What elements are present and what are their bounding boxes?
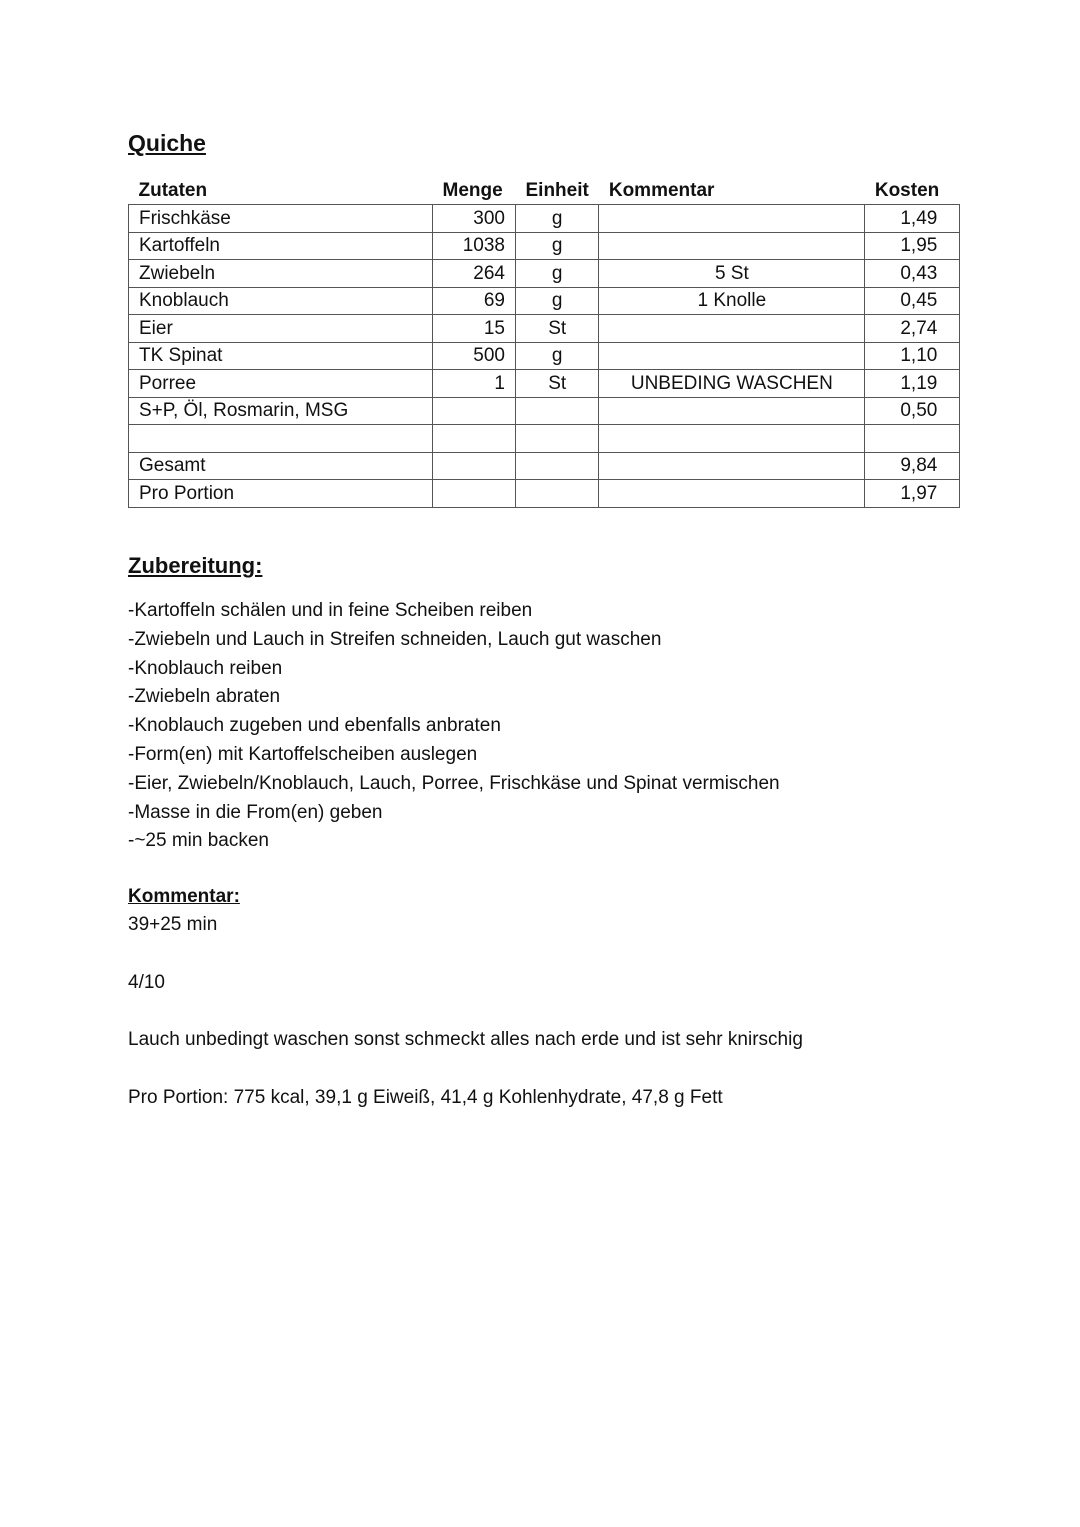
header-kommentar: Kommentar (608, 179, 715, 201)
cell-einheit (516, 452, 599, 480)
cell-name: Frischkäse (129, 205, 433, 233)
cell-kosten: 1,95 (865, 232, 960, 260)
cell-kosten: 1,19 (865, 370, 960, 398)
cell-menge: 69 (433, 287, 516, 315)
cell-einheit (516, 397, 599, 425)
step-item: -Knoblauch reiben (128, 657, 283, 679)
cell-kosten: 1,97 (865, 480, 960, 508)
step-item: -Knoblauch zugeben und ebenfalls anbraten (128, 715, 501, 737)
cell-menge (433, 480, 516, 508)
cell-name (129, 425, 433, 453)
cell-kommentar (599, 315, 865, 343)
cell-menge: 500 (433, 342, 516, 370)
cell-einheit (516, 425, 599, 453)
cell-kosten: 0,50 (865, 397, 960, 425)
cell-einheit (516, 480, 599, 508)
cell-kommentar (599, 452, 865, 480)
table-row (129, 315, 960, 343)
table-header-row (129, 177, 960, 205)
cell-name: Pro Portion (129, 480, 433, 508)
cell-kosten: 0,43 (865, 260, 960, 288)
cell-einheit: St (516, 315, 599, 343)
table-row (129, 342, 960, 370)
cell-menge: 264 (433, 260, 516, 288)
preparation-steps (128, 597, 780, 856)
table-row (129, 370, 960, 398)
kommentar-heading: Kommentar: (128, 886, 240, 907)
cell-name: S+P, Öl, Rosmarin, MSG (129, 397, 433, 425)
cell-kommentar: UNBEDING WASCHEN (599, 370, 865, 398)
cell-kommentar: 1 Knolle (599, 287, 865, 315)
header-menge: Menge (442, 179, 503, 201)
cell-menge: 15 (433, 315, 516, 343)
cell-kommentar (599, 205, 865, 233)
cell-kommentar (599, 232, 865, 260)
cell-kommentar (599, 397, 865, 425)
step-item: -Zwiebeln und Lauch in Streifen schneiden, Lauch gut waschen (128, 628, 662, 650)
table-row (129, 452, 960, 480)
header-zutaten: Zutaten (138, 179, 208, 201)
cell-kosten: 9,84 (865, 452, 960, 480)
step-item: -Masse in die From(en) geben (128, 801, 383, 823)
recipe-title: Quiche (128, 130, 206, 156)
cell-einheit: g (516, 232, 599, 260)
zubereitung-heading: Zubereitung: (128, 553, 263, 578)
step-item: -Kartoffeln schälen und in feine Scheiben reiben (128, 600, 533, 621)
table-row (129, 232, 960, 260)
cell-menge (433, 397, 516, 425)
cell-einheit: g (516, 342, 599, 370)
table-row (129, 425, 960, 453)
step-item: -Form(en) mit Kartoffelscheiben auslegen (128, 743, 478, 765)
cell-kommentar (599, 425, 865, 453)
table-row (129, 205, 960, 233)
table-row (129, 260, 960, 288)
cell-kommentar: 5 St (599, 260, 865, 288)
table-row (129, 397, 960, 425)
cell-kommentar (599, 480, 865, 508)
cell-name: Porree (129, 370, 433, 398)
cell-kosten: 1,10 (865, 342, 960, 370)
note: Lauch unbedingt waschen sonst schmeckt alles nach erde und ist sehr knirschig (128, 1029, 803, 1050)
cell-menge (433, 425, 516, 453)
table-row (129, 287, 960, 315)
cell-menge: 1 (433, 370, 516, 398)
step-item: -~25 min backen (128, 830, 269, 852)
cell-menge: 1038 (433, 232, 516, 260)
cell-kosten: 2,74 (865, 315, 960, 343)
cell-menge: 300 (433, 205, 516, 233)
cell-einheit: g (516, 205, 599, 233)
header-kosten: Kosten (874, 179, 940, 201)
cell-name: Zwiebeln (129, 260, 433, 288)
cell-name: Kartoffeln (129, 232, 433, 260)
cell-einheit: g (516, 260, 599, 288)
cell-name: TK Spinat (129, 342, 433, 370)
cell-kosten: 1,49 (865, 205, 960, 233)
rating: 4/10 (128, 972, 165, 993)
ingredients-table (128, 177, 960, 508)
step-item: -Zwiebeln abraten (128, 686, 281, 708)
step-item: -Eier, Zwiebeln/Knoblauch, Lauch, Porree, Frischkäse und Spinat vermischen (128, 772, 780, 794)
cell-kosten: 0,45 (865, 287, 960, 315)
cell-name: Knoblauch (129, 287, 433, 315)
nutrition-info: Pro Portion: 775 kcal, 39,1 g Eiweiß, 41,4 g Kohlenhydrate, 47,8 g Fett (128, 1087, 723, 1108)
cell-kosten (865, 425, 960, 453)
time-comment: 39+25 min (128, 914, 218, 935)
cell-einheit: g (516, 287, 599, 315)
cell-menge (433, 452, 516, 480)
table-row (129, 480, 960, 508)
cell-einheit: St (516, 370, 599, 398)
header-einheit: Einheit (525, 179, 589, 201)
cell-name: Eier (129, 315, 433, 343)
cell-name: Gesamt (129, 452, 433, 480)
cell-kommentar (599, 342, 865, 370)
